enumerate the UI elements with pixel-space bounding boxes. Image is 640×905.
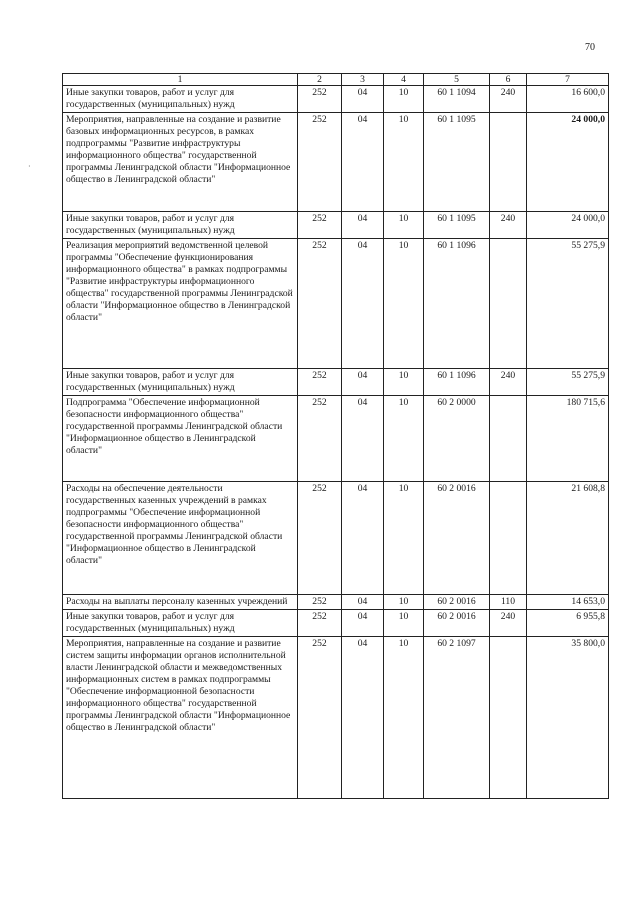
row-col-6 [490,637,527,799]
row-col-2: 252 [298,610,342,637]
row-col-6: 110 [490,595,527,610]
row-col-5: 60 2 0000 [424,396,490,482]
header-row [63,74,609,86]
row-name: Мероприятия, направленные на создание и развитие базовых информационных ресурсов, в рамках подпрограммы "Развитие инфраструктуры информационного общества" государственной программы Ленинградской области "Информационное общество в Ленинградской области" [63,113,298,212]
row-col-4: 10 [384,86,424,113]
row-col-4: 10 [384,610,424,637]
row-col-6: 240 [490,86,527,113]
row-col-7: 21 608,8 [527,482,609,595]
header-col-1: 1 [63,74,298,86]
row-name: Мероприятия, направленные на создание и развитие систем защиты информации органов исполнительной власти Ленинградской области и межведомственных информационных систем в рамках подпрограммы "Обеспечение информационной безопасности информационного общества" государственной программы Ленинградской области "Информационное общество в Ленинградской области" [63,637,298,799]
header-col-4: 4 [384,74,424,86]
table-row [63,595,609,610]
header-col-6: 6 [490,74,527,86]
row-col-3: 04 [342,113,384,212]
table-row [63,637,609,799]
row-name: Иные закупки товаров, работ и услуг для государственных (муниципальных) нужд [63,369,298,396]
table-row [63,369,609,396]
row-col-6 [490,113,527,212]
row-col-6 [490,482,527,595]
row-col-3: 04 [342,86,384,113]
header-col-5: 5 [424,74,490,86]
row-col-7: 35 800,0 [527,637,609,799]
row-col-2: 252 [298,212,342,239]
row-col-4: 10 [384,369,424,396]
row-col-3: 04 [342,369,384,396]
row-col-7: 55 275,9 [527,239,609,369]
row-col-5: 60 1 1094 [424,86,490,113]
row-col-4: 10 [384,482,424,595]
row-col-2: 252 [298,637,342,799]
row-col-2: 252 [298,239,342,369]
row-name: Расходы на обеспечение деятельности государственных казенных учреждений в рамках подпрограммы "Обеспечение информационной безопасности информационного общества" государственной программы Ленинградской области "Информационное общество в Ленинградской области" [63,482,298,595]
row-col-3: 04 [342,396,384,482]
row-col-5: 60 1 1095 [424,212,490,239]
table-row [63,86,609,113]
row-col-7: 55 275,9 [527,369,609,396]
table-row [63,396,609,482]
table-row [63,482,609,595]
row-col-7: 180 715,6 [527,396,609,482]
row-name: Расходы на выплаты персоналу казенных учреждений [63,595,298,610]
table-row [63,113,609,212]
row-name: Подпрограмма "Обеспечение информационной безопасности информационного общества" государственной программы Ленинградской области "Информационное общество в Ленинградской области" [63,396,298,482]
row-col-5: 60 2 0016 [424,610,490,637]
row-name: Иные закупки товаров, работ и услуг для государственных (муниципальных) нужд [63,86,298,113]
row-col-4: 10 [384,396,424,482]
row-col-3: 04 [342,239,384,369]
row-col-3: 04 [342,610,384,637]
row-name: Реализация мероприятий ведомственной целевой программы "Обеспечение функционирования информационного общества" в рамках подпрограммы "Развитие инфраструктуры информационного общества" государственной программы Ленинградской области "Информационное общество в Ленинградской области" [63,239,298,369]
row-name: Иные закупки товаров, работ и услуг для государственных (муниципальных) нужд [63,212,298,239]
header-col-7: 7 [527,74,609,86]
row-col-3: 04 [342,637,384,799]
row-col-3: 04 [342,482,384,595]
page-number: 70 [585,42,595,53]
table-row [63,239,609,369]
row-col-5: 60 1 1096 [424,239,490,369]
row-col-2: 252 [298,113,342,212]
row-col-5: 60 1 1096 [424,369,490,396]
budget-table [62,73,609,799]
row-col-6 [490,239,527,369]
header-col-2: 2 [298,74,342,86]
row-col-4: 10 [384,239,424,369]
row-col-5: 60 2 0016 [424,595,490,610]
row-col-3: 04 [342,595,384,610]
row-col-2: 252 [298,86,342,113]
row-col-7: 14 653,0 [527,595,609,610]
row-col-6 [490,396,527,482]
row-col-7: 24 000,0 [527,113,609,212]
row-col-7: 6 955,8 [527,610,609,637]
row-col-5: 60 2 0016 [424,482,490,595]
row-col-3: 04 [342,212,384,239]
row-col-4: 10 [384,637,424,799]
row-col-5: 60 1 1095 [424,113,490,212]
row-col-2: 252 [298,482,342,595]
row-col-7: 16 600,0 [527,86,609,113]
row-col-5: 60 2 1097 [424,637,490,799]
row-col-2: 252 [298,595,342,610]
header-col-3: 3 [342,74,384,86]
row-col-4: 10 [384,595,424,610]
row-col-4: 10 [384,113,424,212]
row-col-6: 240 [490,610,527,637]
row-name: Иные закупки товаров, работ и услуг для государственных (муниципальных) нужд [63,610,298,637]
row-col-4: 10 [384,212,424,239]
margin-mark: · [28,162,31,171]
row-col-7: 24 000,0 [527,212,609,239]
table-row [63,610,609,637]
row-col-2: 252 [298,369,342,396]
row-col-6: 240 [490,369,527,396]
row-col-2: 252 [298,396,342,482]
table-row [63,212,609,239]
row-col-6: 240 [490,212,527,239]
